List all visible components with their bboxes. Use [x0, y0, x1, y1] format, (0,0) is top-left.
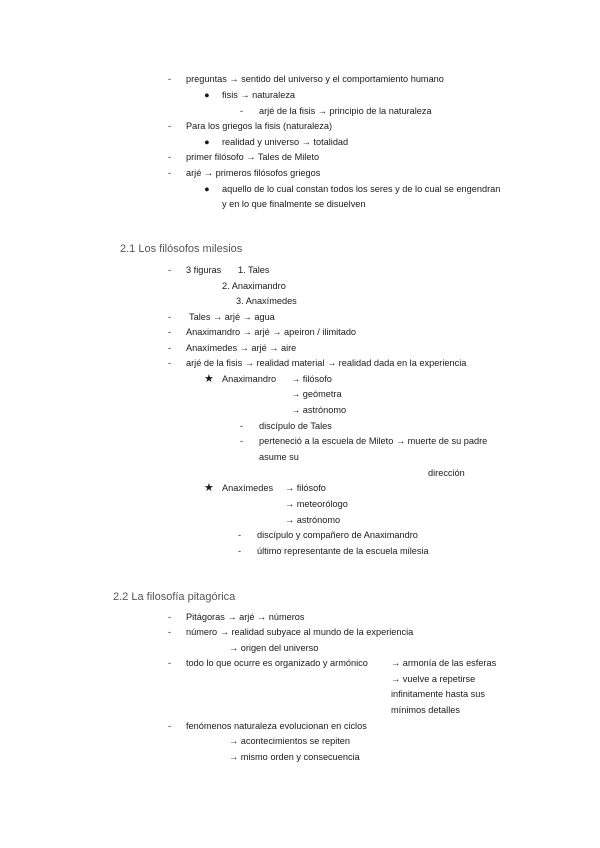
text-line: Tales → arjé → agua: [189, 312, 275, 322]
text-line: asume su: [259, 452, 299, 462]
dash-marker: -: [240, 436, 244, 446]
text-line: 3 figuras: [186, 265, 222, 275]
text-line: aquello de lo cual constan todos los seres y de lo cual se engendran: [222, 184, 501, 194]
text-line: último representante de la escuela milesia: [257, 546, 429, 556]
text-line: Anaximandro → arjé → apeiron / ilimitado: [186, 327, 357, 337]
text-line: Pitágoras → arjé → números: [186, 612, 305, 622]
text-line: arjé de la fisis → principio de la naturaleza: [259, 106, 432, 116]
text-line: infinitamente hasta sus: [391, 689, 485, 699]
numbered-item: 3. Anaxímedes: [236, 296, 297, 306]
numbered-item: 2. Anaximandro: [222, 281, 286, 291]
text-line: → geómetra: [291, 389, 342, 399]
dash-marker: -: [240, 421, 244, 431]
text-line: dirección: [428, 468, 465, 478]
dash-marker: -: [238, 530, 242, 540]
text-line: → vuelve a repetirse: [391, 674, 476, 684]
text-line: → origen del universo: [229, 643, 319, 653]
star-marker: ★: [204, 482, 214, 494]
text-line: discípulo y compañero de Anaximandro: [257, 530, 418, 540]
text-line: todo lo que ocurre es organizado y armónico: [186, 658, 368, 668]
dash-marker: -: [168, 721, 172, 731]
section-heading: 2.2 La filosofía pitagórica: [113, 591, 236, 603]
dash-marker: -: [168, 627, 172, 637]
text-line: → astrónomo: [285, 515, 341, 525]
text-line: preguntas → sentido del universo y el comportamiento humano: [186, 74, 444, 84]
dash-marker: -: [168, 612, 172, 622]
text-line: → mismo orden y consecuencia: [229, 752, 360, 762]
dash-marker: -: [168, 168, 172, 178]
text-line: mínimos detalles: [391, 705, 460, 715]
text-line: Anaximandro: [222, 374, 277, 384]
text-line: → meteorólogo: [285, 499, 348, 509]
text-line: → acontecimientos se repiten: [229, 736, 351, 746]
dash-marker: -: [168, 265, 172, 275]
dash-marker: -: [168, 74, 172, 84]
text-line: arjé de la fisis → realidad material → realidad dada en la experiencia: [186, 358, 467, 368]
text-line: arjé → primeros filósofos griegos: [186, 168, 321, 178]
text-line: y en lo que finalmente se disuelven: [222, 199, 366, 209]
text-line: discípulo de Tales: [259, 421, 332, 431]
text-line: → filósofo: [291, 374, 332, 384]
text-line: perteneció a la escuela de Mileto → muerte de su padre: [259, 436, 488, 446]
star-marker: ★: [204, 373, 214, 385]
text-line: fenómenos naturaleza evolucionan en ciclos: [186, 721, 367, 731]
text-line: Anaxímedes: [222, 483, 274, 493]
text-line: Para los griegos la fisis (naturaleza): [186, 121, 333, 131]
bullet-marker: ●: [204, 90, 210, 100]
dash-marker: -: [168, 312, 172, 322]
text-line: → filósofo: [285, 483, 326, 493]
text-line: → astrónomo: [291, 405, 347, 415]
dash-marker: -: [238, 546, 242, 556]
dash-marker: -: [168, 327, 172, 337]
numbered-item: 1. Tales: [238, 265, 270, 275]
bullet-marker: ●: [204, 184, 210, 194]
dash-marker: -: [168, 152, 172, 162]
dash-marker: -: [168, 343, 172, 353]
dash-marker: -: [168, 358, 172, 368]
dash-marker: -: [240, 106, 244, 116]
text-line: realidad y universo → totalidad: [222, 137, 349, 147]
text-line: fisis → naturaleza: [222, 90, 296, 100]
text-line: → armonía de las esferas: [391, 658, 497, 668]
text-line: número → realidad subyace al mundo de la experiencia: [186, 627, 414, 637]
text-line: primer filósofo → Tales de Mileto: [186, 152, 320, 162]
section-heading: 2.1 Los filósofos milesios: [120, 243, 243, 255]
dash-marker: -: [168, 658, 172, 668]
dash-marker: -: [168, 121, 172, 131]
bullet-marker: ●: [204, 137, 210, 147]
text-line: Anaxímedes → arjé → aire: [186, 343, 297, 353]
